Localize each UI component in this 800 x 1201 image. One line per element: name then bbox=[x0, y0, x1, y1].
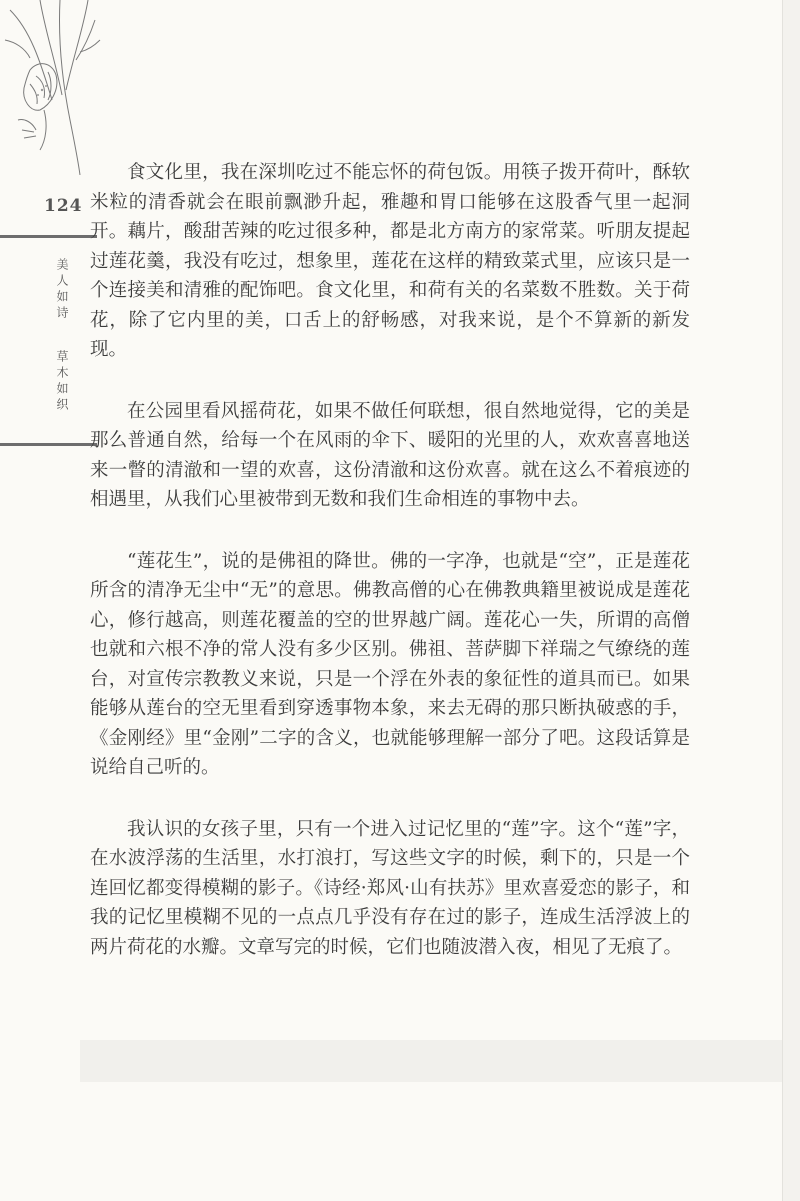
paragraph: 我认识的女孩子里，只有一个进入过记忆里的“莲”字。这个“莲”字，在水波浮荡的生活里，水打浪打，写这些文字的时候，剩下的，只是一个连回忆都变得模糊的影子。《诗经·郑风·山有扶苏》里欢喜爱恋的影子，和我的记忆里模糊不见的一点点几乎没有存在过的影子，连成生活浮波上的两片荷花的水瓣。文章写完的时候，它们也随波潜入夜，相见了无痕了。 bbox=[90, 818, 690, 958]
paragraph: 在公园里看风摇荷花，如果不做任何联想，很自然地觉得，它的美是那么普通自然，给每一个在风雨的伞下、暖阳的光里的人，欢欢喜喜地送来一瞥的清澈和一望的欢喜，这份清澈和这份欢喜。就在这么不着痕迹的相遇里，从我们心里被带到无数和我们生命相连的事物中去。 bbox=[90, 400, 690, 510]
header-rule-bottom bbox=[0, 443, 97, 446]
lotus-sketch-illustration bbox=[0, 0, 120, 175]
chapter-title: 草木如织 bbox=[55, 350, 69, 414]
book-title: 美人如诗 bbox=[55, 258, 69, 322]
scan-shadow bbox=[80, 1040, 782, 1082]
header-rule-top bbox=[0, 235, 97, 238]
main-text bbox=[90, 158, 690, 994]
paragraph: “莲花生”，说的是佛祖的降世。佛的一字净，也就是“空”，正是莲花所含的清净无尘中“无”的意思。佛教高僧的心在佛教典籍里被说成是莲花心，修行越高，则莲花覆盖的空的世界越广阔。莲花心一失，所谓的高僧也就和六根不净的常人没有多少区别。佛祖、菩萨脚下祥瑞之气缭绕的莲台，对宣传宗教教义来说，只是一个浮在外表的象征性的道具而已。如果能够从莲台的空无里看到穿透事物本象，来去无碍的那只断执破惑的手，《金刚经》里“金刚”二字的含义，也就能够理解一部分了吧。这段话算是说给自己听的。 bbox=[90, 550, 690, 778]
page-number: 124 bbox=[44, 196, 83, 216]
paragraph: 食文化里，我在深圳吃过不能忘怀的荷包饭。用筷子拨开荷叶，酥软米粒的清香就会在眼前飘渺升起，雅趣和胃口能够在这股香气里一起洞开。藕片，酸甜苦辣的吃过很多种，都是北方南方的家常菜。听朋友提起过莲花羹，我没有吃过，想象里，莲花在这样的精致菜式里，应该只是一个连接美和清雅的配饰吧。食文化里，和荷有关的名菜数不胜数。关于荷花，除了它内里的美，口舌上的舒畅感，对我来说，是个不算新的新发现。 bbox=[90, 162, 690, 360]
page-edge bbox=[782, 0, 800, 1201]
